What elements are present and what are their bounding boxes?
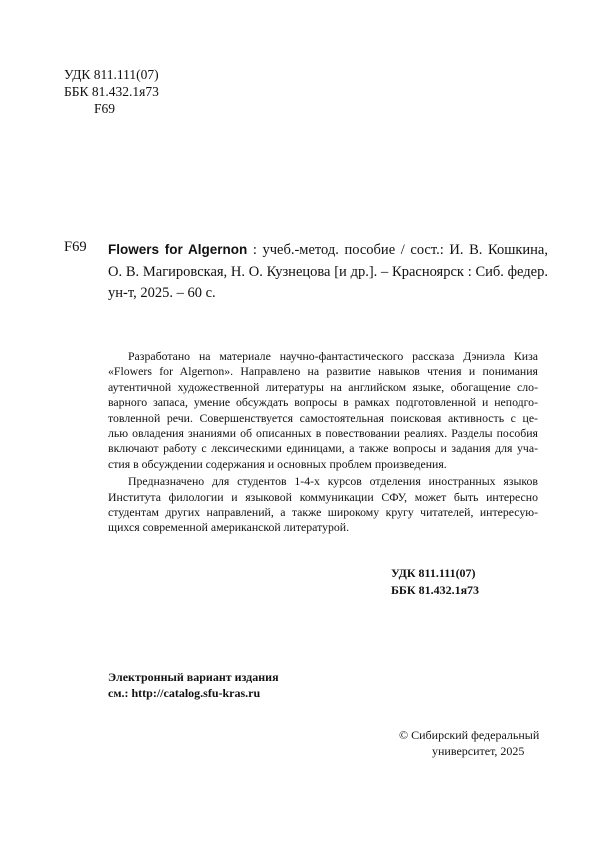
udk-classification: УДК 811.111(07) <box>391 566 476 580</box>
bibliographic-line-1 <box>108 239 548 262</box>
electronic-version-label: Электронный вариант издания <box>108 670 279 684</box>
annotation-line: Института филологии и языковой коммуникации СФУ, может быть интересно <box>108 489 538 504</box>
annotation-line: студентам других направлений, а также широкому кругу читателей, интересую- <box>108 505 538 520</box>
annotation-line: щихся современной американской литературой. <box>108 520 350 535</box>
bibliographic-line-1-rest: : учеб.-метод. пособие / сост.: И. В. Кошкина, <box>247 242 548 258</box>
bibliographic-line-2: О. В. Магировская, Н. О. Кузнецова [и др.]. – Красноярск : Сиб. федер. <box>108 263 548 280</box>
annotation-line: аутентичной художественной литературы на английском языке, обогащение сло- <box>108 379 538 394</box>
bbk-header: ББК 81.432.1я73 <box>64 84 159 99</box>
book-title: Flowers for Algernon <box>108 242 248 257</box>
annotation <box>108 349 538 536</box>
annotation-line: лью овладения знаниями об описанных в повествовании реалиях. Разделы пособия <box>108 426 538 441</box>
copyright-line-1: © Сибирский федеральный <box>399 728 540 742</box>
bibliographic-author-mark: F69 <box>64 239 87 255</box>
udk-header: УДК 811.111(07) <box>64 67 159 82</box>
annotation-line: включают работу с лексическими единицами, а также вопросы и задания для уча- <box>108 441 538 456</box>
bibliographic-record <box>108 239 548 305</box>
bbk-classification: ББК 81.432.1я73 <box>391 583 480 597</box>
author-mark: F69 <box>94 101 116 116</box>
copyright-line-2: университет, 2025 <box>432 744 525 758</box>
annotation-line: Разработано на материале научно-фантастического рассказа Дэниэла Киза <box>128 349 538 363</box>
annotation-line: варного запаса, умение обсуждать вопросы в рамках подготовленной и неподго- <box>108 395 538 410</box>
annotation-line: стия в обсуждении содержания и основных проблем произведения. <box>108 456 447 471</box>
annotation-line: товленной речи. Совершенствуется самостоятельная поисковая активность с це- <box>108 410 538 425</box>
annotation-line: Предназначено для студентов 1-4-х курсов отделения иностранных языков <box>128 474 538 489</box>
bibliographic-line-3: ун-т, 2025. – 60 с. <box>108 285 216 301</box>
electronic-version-link[interactable]: см.: http://catalog.sfu-kras.ru <box>108 686 261 700</box>
annotation-line: «Flowers for Algernon». Направлено на развитие навыков чтения и понимания <box>108 364 538 379</box>
